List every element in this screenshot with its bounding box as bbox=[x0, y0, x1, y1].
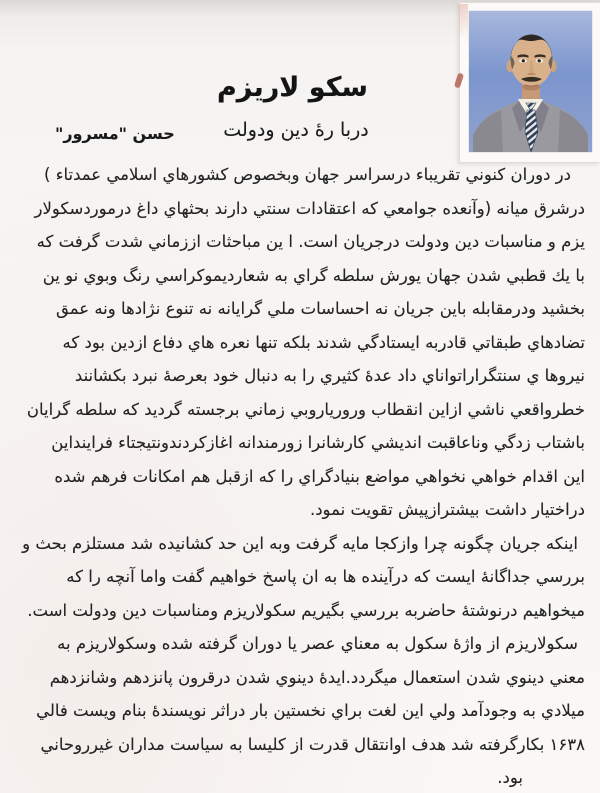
body-line: نیروها ي سنتگراراتواناي داد عدهٔ کثیري را به دنبال خود بعرصهٔ نبرد بکشانند bbox=[74, 366, 585, 385]
body-line: درشرق میانه (وآنعده جوامعي که اعتقادات سنتي دارند بحثهاي داغ درموردسکولار bbox=[34, 198, 585, 218]
body-line: بخشید ودرمقابله باین جریان نه احساسات ملي گرایانه نه تنوع نژادها ونه عمق bbox=[55, 299, 585, 318]
body-line: میخواهیم درنوشتهٔ حاضربه بررسي بگیریم سکولاریزم ومناسبات دین ودولت است. bbox=[27, 600, 585, 620]
body-line: باشتاب زدگي وناعاقبت اندیشي کارشانرا زورمندانه اغازکردندونتیجتاء فراینداین bbox=[51, 433, 585, 452]
body-line: این اقدام خواهي نخواهي مواضع بنیادگراي را که ازقبل هم امکانات فرهم شده bbox=[54, 466, 585, 486]
body-line: با یك قطبي شدن جهان یورش سلطه گراي به شعاردیموکراسي رنگ وبوي نو ین bbox=[42, 265, 585, 285]
body-line: در دوران کنوني تقریباء درسراسر جهان وبخصوص کشورهاي اسلامي عمدتاء ) bbox=[44, 165, 571, 184]
body-text bbox=[15, 158, 585, 793]
body-line: معني دینوي شدن استعمال میگردد.ایدهٔ دینوي شدن درقرون پانزدهم وشانزدهم bbox=[49, 667, 585, 687]
body-line: بود. bbox=[497, 768, 523, 787]
author-name: حسن "مسرور" bbox=[55, 124, 175, 143]
body-line: یزم و مناسبات دین ودولت درجریان است. ا ین مباحثات اززماني شدت گرفت که bbox=[36, 232, 585, 251]
page-title: سکو لاریزم bbox=[217, 72, 368, 103]
body-line: اینکه جریان چگونه چرا وازکجا مایه گرفت وبه این حد کشانیده شد مستلزم بحث و bbox=[22, 533, 578, 553]
body-line: بررسي جداگانهٔ ایست که درآینده ها به ان پاسخ خواهیم گفت واما آنچه را که bbox=[66, 567, 585, 586]
body-line: میلادي به وجودآمد ولي این لغت براي نخستین بار دراثر نویسندهٔ بنام ویست فالي bbox=[36, 701, 585, 720]
page-subtitle: دربا رهٔ دین ودولت bbox=[223, 119, 369, 141]
body-line: تضادهاي طبقاتي قادربه ایستادگي شدند بلکه تنها نعره هاي دفاع ازدین بود که bbox=[62, 332, 585, 352]
body-line: سکولاریزم از واژهٔ سکول به معناي عصر یا دوران گرفته شده وسکولاریزم به bbox=[57, 634, 578, 653]
body-line: دراختیار داشت بیشترازپیش تقویت نمود. bbox=[309, 500, 585, 519]
photo-smudge-mark bbox=[459, 4, 468, 38]
body-line: ۱۶۳۸ بکارگرفته شد هدف اوانتقال قدرت از کلیسا به سیاست مداران غیرروحاني bbox=[40, 734, 585, 754]
body-line: خطرواقعي ناشي ازاین انقطاب وروریاروبي زماني برجسته گردید که سلطه گرایان bbox=[26, 399, 585, 419]
